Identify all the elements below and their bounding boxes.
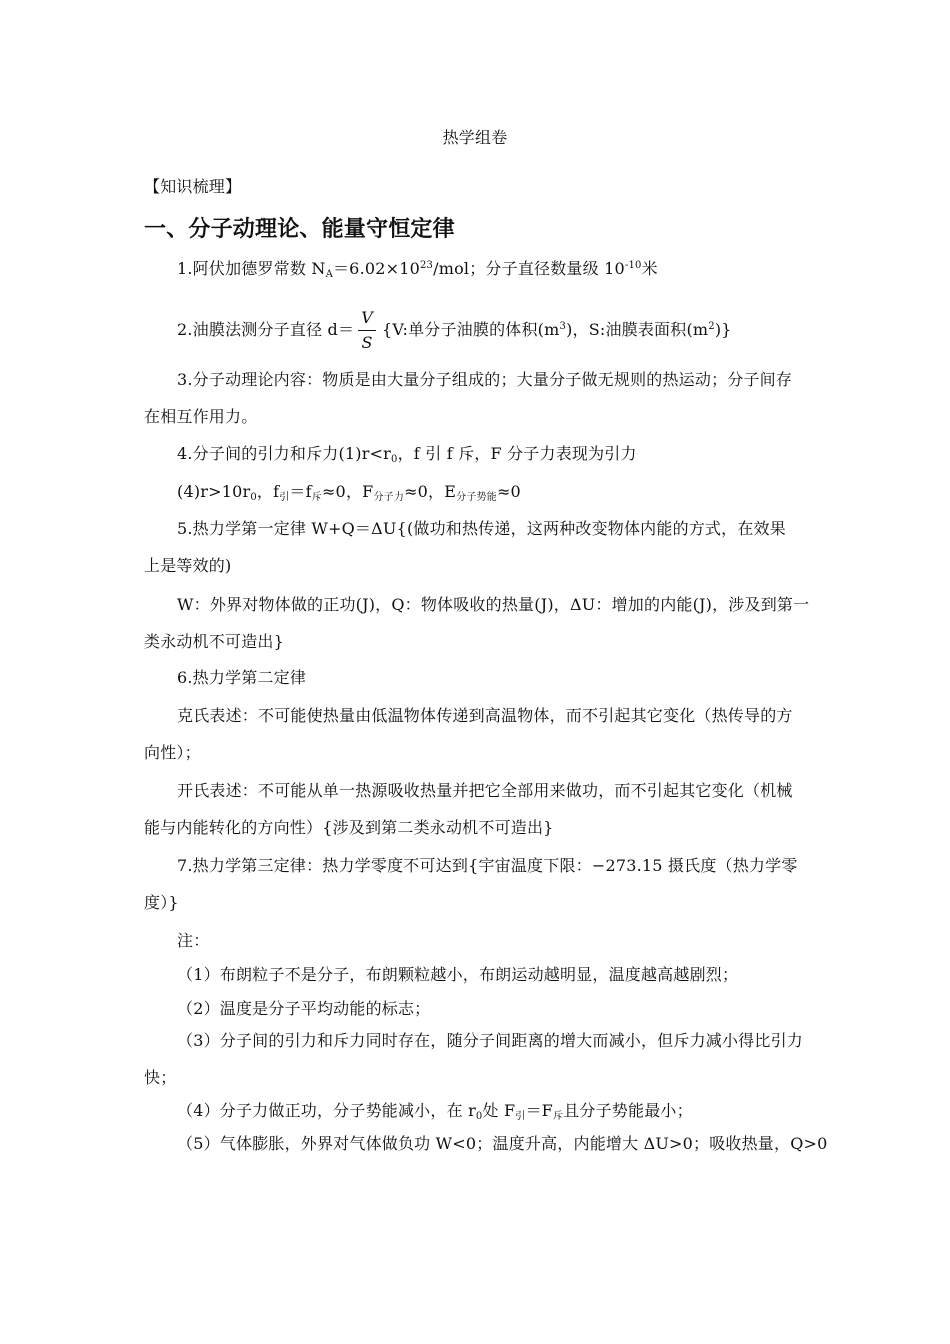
note-4: （4）分子力做正功，分子势能减小，在 $r_0$处 $F_引=F_斥$且分子势能最小； — [177, 1101, 693, 1122]
item-5-line-2: 上是等效的) — [144, 556, 232, 575]
item-6-heading: 6.热力学第二定律 — [177, 668, 307, 687]
item-1-avogadro: 1.阿伏加德罗常数 $N_A=6.02\times 10^{23}$/mol；分子直径数量级 $10^{-10}$米 — [177, 259, 658, 280]
section-label: 【知识梳理】 — [144, 177, 242, 196]
note-2: （2）温度是分子平均动能的标志； — [177, 999, 431, 1018]
note-5: （5）气体膨胀，外界对气体做负功 W<0；温度升高，内能增大 ΔU>0；吸收热量，Q>0 — [177, 1134, 828, 1153]
item-3-line-2: 在相互作用力。 — [144, 407, 258, 426]
notes-label: 注： — [177, 931, 210, 950]
item-6-kai-line-1: 开氏表述：不可能从单一热源吸收热量并把它全部用来做功，而不引起其它变化（机械 — [177, 781, 793, 800]
section-heading: 一、分子动理论、能量守恒定律 — [144, 217, 455, 242]
fraction-v-over-s: $\frac{V}{S}$ — [358, 308, 376, 353]
item-5-line-4: 类永动机不可造出} — [144, 632, 284, 651]
item-3-line-1: 3.分子动理论内容：物质是由大量分子组成的；大量分子做无规则的热运动；分子间存 — [177, 370, 793, 389]
item-7-line-2: 度）} — [144, 893, 179, 912]
note-3-line-1: （3）分子间的引力和斥力同时存在，随分子间距离的增大而减小，但斥力减小得比引力 — [177, 1031, 803, 1050]
item-4-case-4: $(4)r>10r_0$，$f_引=f_斥\approx 0$，$F_{分子力}\approx 0$，$E_{分子势能}\approx 0$ — [177, 482, 521, 503]
item-6-kelvin-line-2: 向性）； — [144, 743, 201, 762]
item-5-line-1: 5.热力学第一定律 W+Q＝ΔU{(做功和热传递，这两种改变物体内能的方式，在效果 — [177, 519, 786, 538]
item-4-forces: 4.分子间的引力和斥力$(1)r<r_0$，f 引 f 斥，F 分子力表现为引力 — [177, 444, 637, 465]
note-3-line-2: 快； — [144, 1068, 177, 1087]
item-2-oil-film: 2.油膜法测分子直径 d＝ $\frac{V}{S}$ {V:单分子油膜的体积$(m^3)$，S:油膜表面积$(m^2)$} — [177, 308, 732, 352]
item-5-line-3: W：外界对物体做的正功(J)，Q：物体吸收的热量(J)，ΔU：增加的内能(J)，涉及到第一 — [177, 595, 810, 614]
document-title: 热学组卷 — [442, 128, 508, 147]
item-6-kai-line-2: 能与内能转化的方向性）{涉及到第二类永动机不可造出} — [144, 818, 554, 837]
note-1: （1）布朗粒子不是分子，布朗颗粒越小，布朗运动越明显，温度越高越剧烈； — [177, 965, 739, 984]
item-7-line-1: 7.热力学第三定律：热力学零度不可达到{宇宙温度下限：−273.15 摄氏度（热力学零 — [177, 856, 798, 875]
item-6-kelvin-line-1: 克氏表述：不可能使热量由低温物体传递到高温物体，而不引起其它变化（热传导的方 — [177, 706, 793, 725]
